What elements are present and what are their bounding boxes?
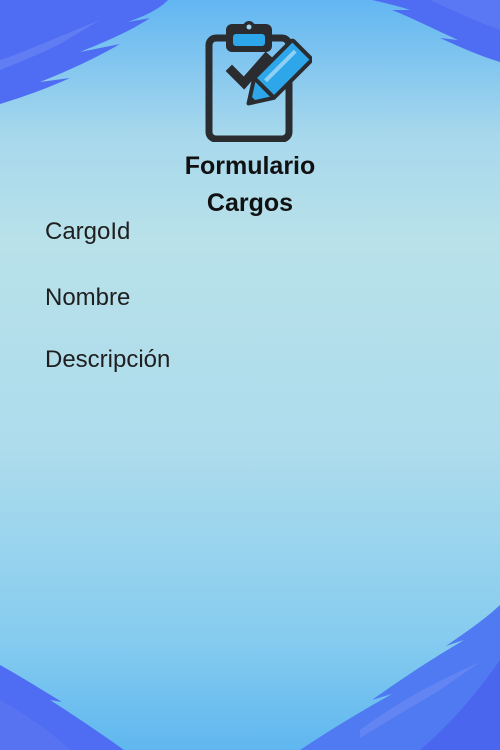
field-label-cargoid: CargoId bbox=[45, 218, 131, 245]
field-label-nombre: Nombre bbox=[45, 284, 131, 311]
clipboard-check-pencil-icon bbox=[200, 18, 312, 142]
form-title bbox=[150, 148, 350, 222]
form-title-line-2: Cargos bbox=[206, 189, 294, 217]
field-label-descripcion: Descripción bbox=[45, 346, 171, 373]
form-title-line-1: Formulario bbox=[184, 152, 316, 180]
